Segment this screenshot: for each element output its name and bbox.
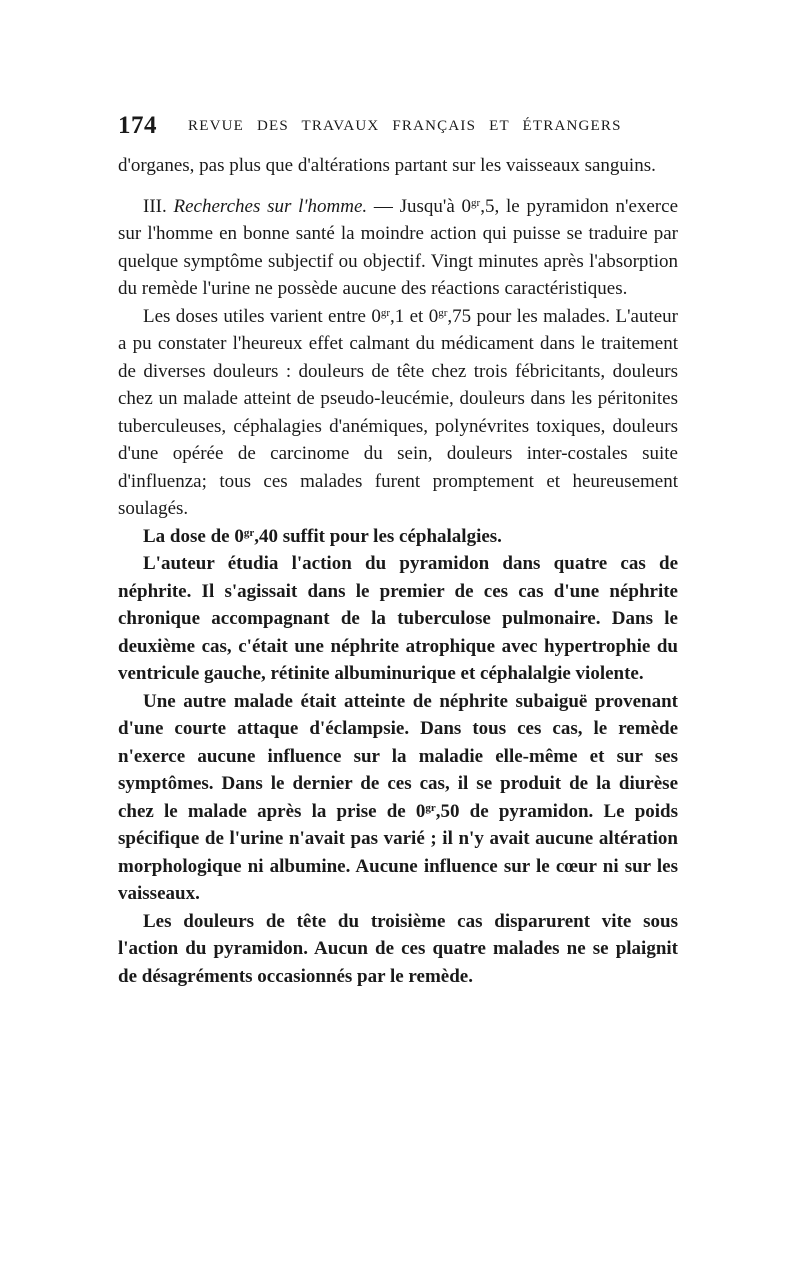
paragraph-dose-cephalalgies: [118, 523, 678, 551]
unit-gr: gr: [425, 801, 436, 814]
paragraph-doses: [118, 303, 678, 523]
paragraph-3-b: ,1 et 0: [390, 305, 439, 327]
unit-gr: gr: [243, 526, 255, 539]
paragraph-continuation: [118, 152, 678, 180]
paragraph-5-text: L'auteur étudia l'action du pyramidon dans quatre cas de néphrite. Il s'agissait dans le premier de ces cas d'une néphrite chronique accompagnant de la tuberculose pulmonaire. Dans le deuxième cas, c'était une néphrite atrophique avec hypertrophie du ventricule gauche, rétinite albuminurique et céphalalgie violente.: [118, 553, 678, 684]
paragraph-4-b: ,40 suffit pour les céphalalgies.: [254, 525, 502, 547]
paragraph-6-a: Une autre malade était atteinte de néphrite subaiguë provenant d'une courte attaque d'éclampsie. Dans tous ces cas, le remède n'exerce aucune influence sur la maladie elle-même et sur ses symptômes. Dans le dernier de ces cas, il se produit de la diurèse chez le malade après la prise de 0: [118, 690, 678, 822]
paragraph-3-a: Les doses utiles varient entre 0: [143, 305, 381, 327]
section-number: III.: [143, 195, 167, 217]
unit-gr: gr: [438, 306, 448, 319]
paragraph-section-iii: [118, 193, 678, 303]
paragraph-eclampsie: [118, 688, 678, 908]
paragraph-7-text: Les douleurs de tête du troisième cas disparurent vite sous l'action du pyramidon. Aucun de ces quatre malades ne se plaignit de désagréments occasionnés par le remède.: [118, 910, 678, 987]
page-number: 174: [118, 112, 157, 139]
article-body: [118, 152, 678, 990]
section-title: Recherches sur l'homme.: [173, 195, 368, 217]
paragraph-4-a: La dose de 0: [143, 525, 244, 547]
paragraph-nephrite: [118, 550, 678, 688]
paragraph-2-post: ,5, le pyramidon n'exerce sur l'homme en bonne santé la moindre action qui puisse se traduire par quelque symptôme subjectif ou objectif. Vingt minutes après l'absorption du remède l'urine ne possède aucune des réactions caractéristiques.: [118, 195, 678, 299]
paragraph-conclusion: [118, 908, 678, 991]
paragraph-6-b: ,50 de pyramidon. Le poids spécifique de l'urine n'avait pas varié ; il n'y avait aucune altération morphologique ni albumine. Aucune influence sur le cœur ni sur les vaisseaux.: [118, 800, 678, 904]
paragraph-3-c: ,75 pour les malades. L'auteur a pu constater l'heureux effet calmant du médicament dans le traitement de diverses douleurs : douleurs de tête chez trois fébricitants, douleurs chez un malade atteint de pseudo-leucémie, douleurs dans les péritonites tuberculeuses, céphalagies d'anémiques, polynévrites toxiques, douleurs d'une opérée de carcinome du sein, douleurs inter-costales suite d'influenza; tous ces malades furent promptement et heureusement soulagés.: [118, 305, 678, 519]
unit-gr: gr: [380, 306, 391, 319]
unit-gr: gr: [471, 196, 481, 209]
page-header: [118, 112, 678, 148]
paragraph-1-text: d'organes, pas plus que d'altérations partant sur les vaisseaux sanguins.: [118, 155, 656, 176]
running-title: REVUE DES TRAVAUX FRANÇAIS ET ÉTRANGERS: [188, 118, 622, 134]
paragraph-2-pre: — Jusqu'à 0: [367, 195, 472, 217]
